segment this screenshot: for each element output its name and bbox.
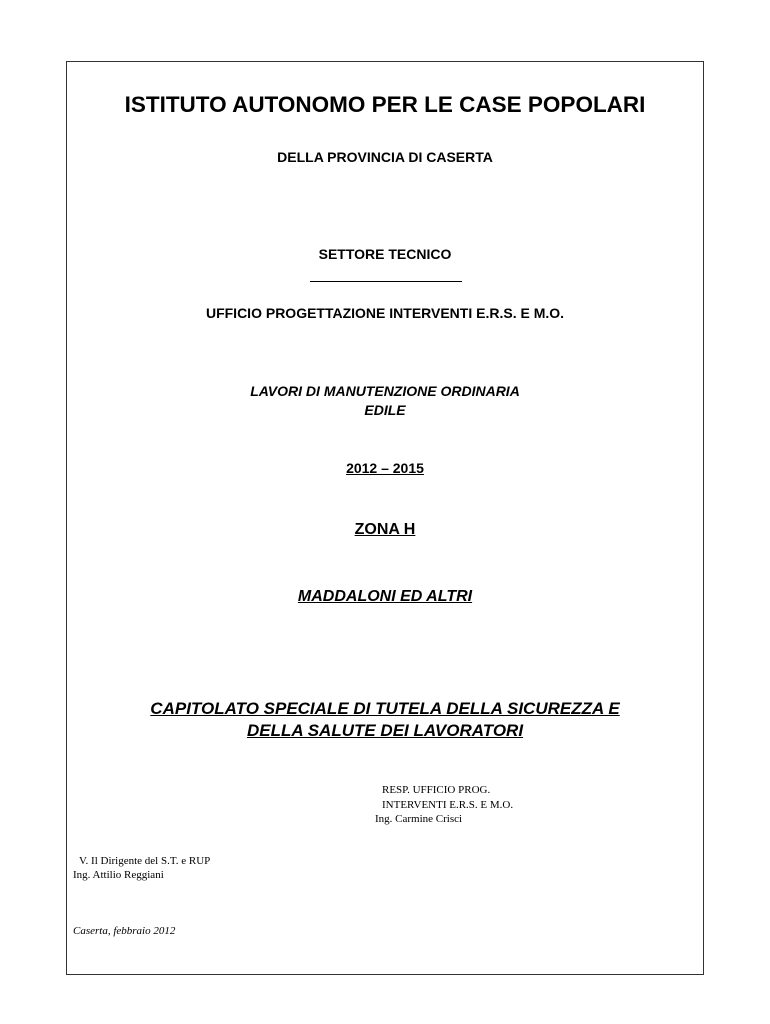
director-role: V. Il Dirigente del S.T. e RUP [79, 855, 211, 867]
responsible-role-line2: INTERVENTI E.R.S. E M.O. [382, 799, 514, 811]
page-border [66, 61, 704, 975]
responsible-name: Ing. Carmine Crisci [375, 813, 463, 825]
sector-heading: SETTORE TECNICO [318, 246, 452, 262]
sector-divider [310, 281, 462, 282]
spec-title-line1: CAPITOLATO SPECIALE DI TUTELA DELLA SICUREZZA E [150, 699, 620, 718]
project-zone: ZONA H [354, 521, 416, 538]
project-years: 2012 – 2015 [346, 460, 424, 476]
works-title-line1: LAVORI DI MANUTENZIONE ORDINARIA [250, 383, 520, 399]
document-title: ISTITUTO AUTONOMO PER LE CASE POPOLARI [124, 92, 646, 117]
place-date: Caserta, febbraio 2012 [73, 925, 176, 937]
responsible-role-line1: RESP. UFFICIO PROG. [382, 784, 491, 796]
office-heading: UFFICIO PROGETTAZIONE INTERVENTI E.R.S. E M.O. [205, 305, 565, 321]
project-area: MADDALONI ED ALTRI [297, 588, 473, 605]
document-subtitle: DELLA PROVINCIA DI CASERTA [277, 149, 493, 165]
works-title-line2: EDILE [364, 402, 406, 418]
director-name: Ing. Attilio Reggiani [73, 869, 164, 881]
spec-title-line2: DELLA SALUTE DEI LAVORATORI [246, 721, 524, 740]
